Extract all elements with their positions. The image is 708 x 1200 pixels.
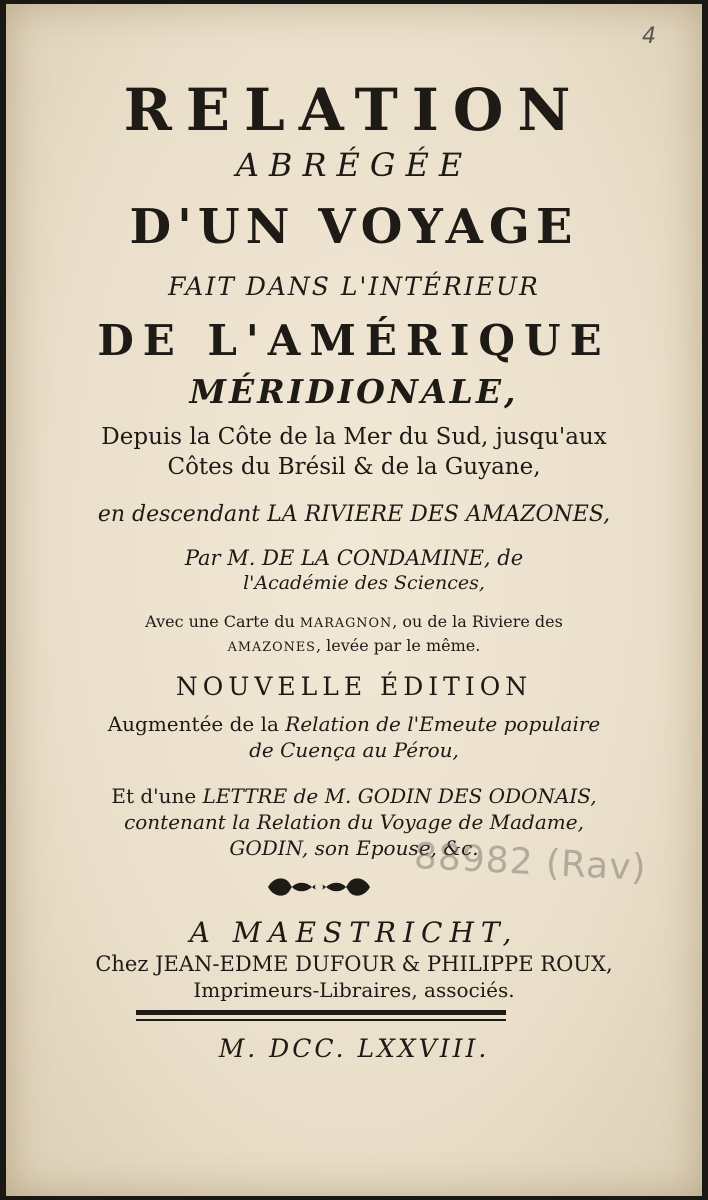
rule-thick: [136, 1010, 506, 1015]
subtitle-depuis-1: Depuis la Côte de la Mer du Sud, jusqu'aux: [101, 424, 607, 450]
rule-thin: [136, 1019, 506, 1021]
letter-line-3: GODIN, son Epouse, &c.: [229, 836, 479, 860]
title-abregee: ABRÉGÉE: [235, 146, 473, 184]
riviere-amazones: LA RIVIERE DES AMAZONES,: [267, 502, 611, 527]
lettre-b: LETTRE de M. GODIN DES ODONAIS,: [202, 784, 597, 808]
augmented-line-1: [6, 712, 702, 736]
title-amerique: DE L'AMÉRIQUE: [97, 316, 611, 365]
maragnon: MARAGNON: [299, 616, 393, 631]
map-note-2: [6, 636, 702, 655]
page-number-note: 4: [642, 24, 656, 49]
imprint-publishers: Chez JEAN-EDME DUFOUR & PHILIPPE ROUX,: [95, 952, 613, 976]
carte-c: , ou de la Riviere des: [392, 612, 563, 631]
imprint-city: A MAESTRICHT,: [189, 916, 519, 949]
amazones: AMAZONES: [227, 640, 316, 655]
carte-a: Avec une Carte du: [145, 612, 295, 631]
subtitle-depuis-2: Côtes du Brésil & de la Guyane,: [167, 454, 541, 480]
descendant-prefix: en descendant: [97, 502, 261, 527]
lettre-a: Et d'une: [111, 784, 197, 808]
title-relation: RELATION: [123, 76, 585, 144]
author-academy: l'Académie des Sciences,: [243, 572, 485, 594]
title-page: [6, 4, 702, 1196]
imprint-printers: Imprimeurs-Libraires, associés.: [193, 978, 515, 1002]
title-meridionale: MÉRIDIONALE,: [189, 372, 519, 411]
title-voyage: D'UN VOYAGE: [129, 199, 579, 255]
title-fait-dans: FAIT DANS L'INTÉRIEUR: [168, 272, 540, 301]
imprint-date: M. DCC. LXXVIII.: [218, 1034, 490, 1063]
augmented-line-2: de Cuença au Pérou,: [249, 738, 459, 762]
augm-b: Relation de l'Emeute populaire: [285, 712, 601, 736]
subtitle-descendant: [6, 502, 702, 527]
map-note-1: [6, 612, 702, 631]
author-line: Par M. DE LA CONDAMINE, de: [184, 546, 524, 570]
carte2-b: , levée par le même.: [315, 636, 481, 655]
pencil-shelfmark: 88982 (Rav): [413, 835, 648, 890]
augm-a: Augmentée de la: [107, 712, 279, 736]
printer-ornament-icon: [264, 872, 374, 902]
edition-label: NOUVELLE ÉDITION: [175, 672, 533, 701]
letter-line-2: contenant la Relation du Voyage de Madame,: [124, 810, 584, 834]
letter-line-1: [6, 784, 702, 808]
